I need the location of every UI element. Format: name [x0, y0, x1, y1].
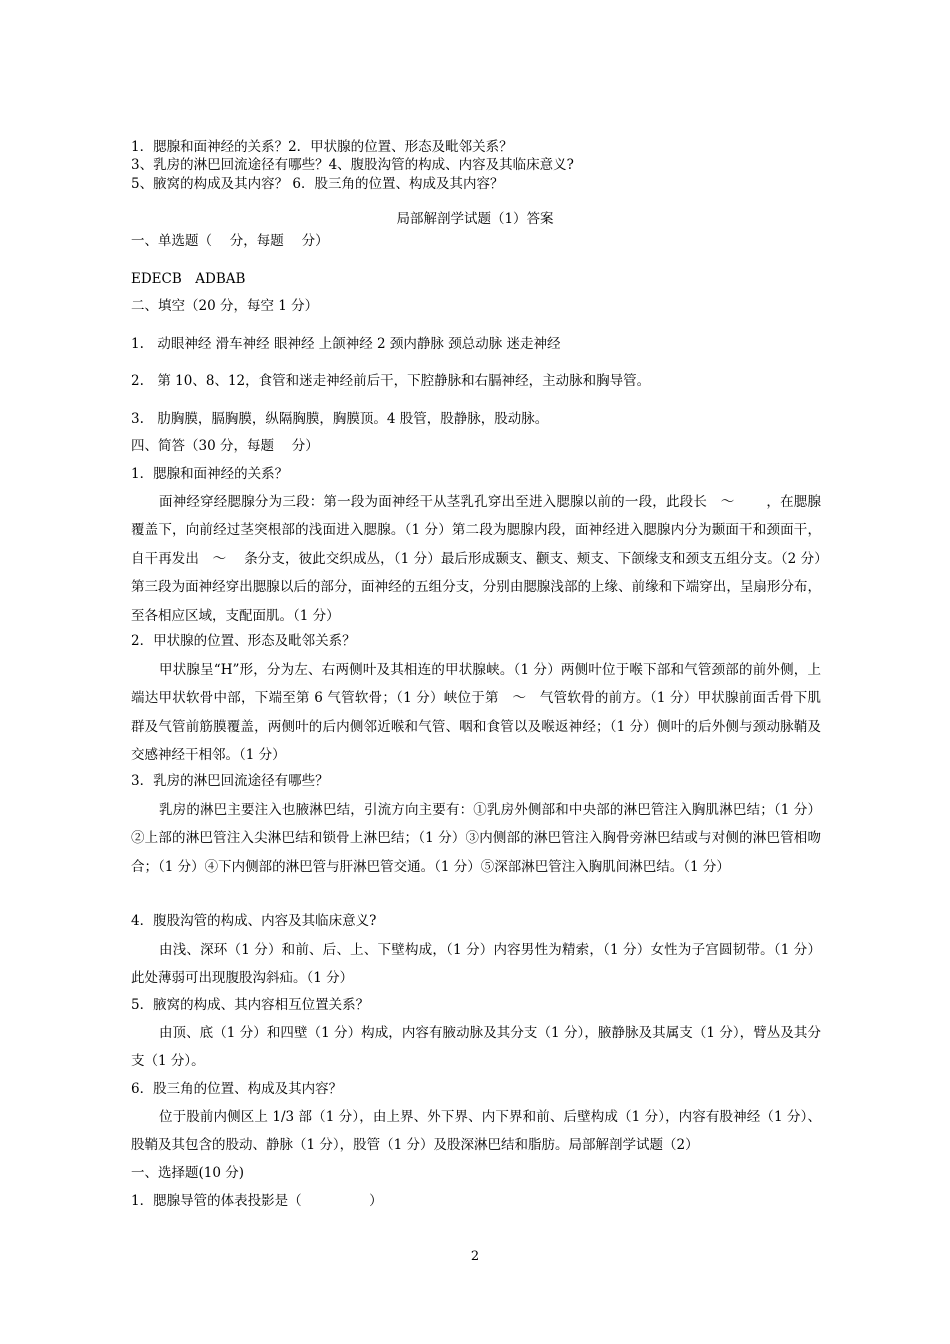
- short-answer-body-1: 面神经穿经腮腺分为三段：第一段为面神经干从茎乳孔穿出至进入腮腺以前的一段，此段长 ～ ，在腮腺覆盖下，向前经过茎突根部的浅面进入腮腺。（1 分）第二段为腮腺内段，面神经进入腮腺内分为颞面干和颈面干，自干再发出 ～ 条分支，彼此交织成丛，（1 分）最后形成颞支、颧支、颊支、下颌缘支和颈支五组分支。（2 分）第三段为面神经穿出腮腺以后的部分，面神经的五组分支，分别由腮腺浅部的上缘、前缘和下端穿出，呈扇形分布，至各相应区域，支配面肌。（1 分）: [131, 494, 821, 624]
- section1-answers: EDECB ADBAB: [131, 271, 246, 287]
- question-line-3: 5、腋窝的构成及其内容？ 6．股三角的位置、构成及其内容？: [131, 176, 504, 192]
- next-section-question-1: 1．腮腺导管的体表投影是（ ）: [131, 1193, 383, 1209]
- short-answer-body-6: 位于股前内侧区上 1/3 部（1 分），由上界、外下界、内下界和前、后壁构成（1 分），内容有股神经（1 分）、股鞘及其包含的股动、静脉（1 分），股管（1 分）及股深淋巴结和脂肪。局部解剖学试题（2）: [131, 1109, 821, 1154]
- fill-item-2: 2. 第 10、8、12，食管和迷走神经前后干，下腔静脉和右膈神经，主动脉和胸导管。: [131, 373, 651, 389]
- short-answer-title-3: 3．乳房的淋巴回流途径有哪些？: [131, 773, 329, 789]
- short-answer-title-5: 5．腋窝的构成、其内容相互位置关系？: [131, 997, 370, 1013]
- short-answer-body-4: 由浅、深环（1 分）和前、后、上、下壁构成，（1 分）内容男性为精索，（1 分）女性为子宫圆韧带。（1 分）此处薄弱可出现腹股沟斜疝。（1 分）: [131, 942, 821, 987]
- short-answer-title-4: 4．腹股沟管的构成、内容及其临床意义?: [131, 913, 377, 929]
- fill-item-1: 1. 动眼神经 滑车神经 眼神经 上颌神经 2 颈内静脉 颈总动脉 迷走神经: [131, 336, 561, 352]
- page-number: 2: [470, 1249, 480, 1264]
- short-answer-body-5: 由顶、底（1 分）和四壁（1 分）构成，内容有腋动脉及其分支（1 分），腋静脉及其属支（1 分），臂丛及其分支（1 分）。: [131, 1025, 821, 1070]
- next-section-heading: 一、选择题(10 分): [131, 1165, 245, 1181]
- fill-item-3: 3. 肋胸膜，膈胸膜，纵隔胸膜，胸膜顶。4 股管，股静脉，股动脉。: [131, 411, 549, 427]
- short-answer-title-6: 6．股三角的位置、构成及其内容？: [131, 1081, 343, 1097]
- short-answer-body-2: 甲状腺呈“H”形，分为左、右两侧叶及其相连的甲状腺峡。（1 分）两侧叶位于喉下部和气管颈部的前外侧，上端达甲状软骨中部，下端至第 6 气管软骨；（1 分）峡位于第 ～ 气管软骨的前方。（1 分）甲状腺前面舌骨下肌群及气管前筋膜覆盖，两侧叶的后内侧邻近喉和气管、咽和食管以及喉返神经；（1 分）侧叶的后外侧与颈动脉鞘及交感神经干相邻。（1 分）: [131, 662, 821, 764]
- answer-title: 局部解剖学试题（1）答案: [396, 211, 554, 227]
- section2-heading: 二、填空（20 分，每空 1 分）: [131, 298, 319, 314]
- short-answer-body-3: 乳房的淋巴主要注入也腋淋巴结，引流方向主要有：①乳房外侧部和中央部的淋巴管注入胸肌淋巴结；（1 分）②上部的淋巴管注入尖淋巴结和锁骨上淋巴结；（1 分）③内侧部的淋巴管注入胸骨旁淋巴结或与对侧的淋巴管相吻合；（1 分）④下内侧部的淋巴管与肝淋巴管交通。（1 分）⑤深部淋巴管注入胸肌间淋巴结。（1 分）: [131, 802, 821, 875]
- short-answer-title-1: 1．腮腺和面神经的关系？: [131, 466, 289, 482]
- section4-heading: 四、简答（30 分，每题 分）: [131, 438, 319, 454]
- question-line-1: 1．腮腺和面神经的关系？2．甲状腺的位置、形态及毗邻关系？: [131, 139, 513, 155]
- section1-heading: 一、单选题（ 分，每题 分）: [131, 233, 329, 249]
- short-answer-title-2: 2．甲状腺的位置、形态及毗邻关系？: [131, 633, 356, 649]
- question-line-2: 3、乳房的淋巴回流途径有哪些？4、腹股沟管的构成、内容及其临床意义?: [131, 157, 574, 173]
